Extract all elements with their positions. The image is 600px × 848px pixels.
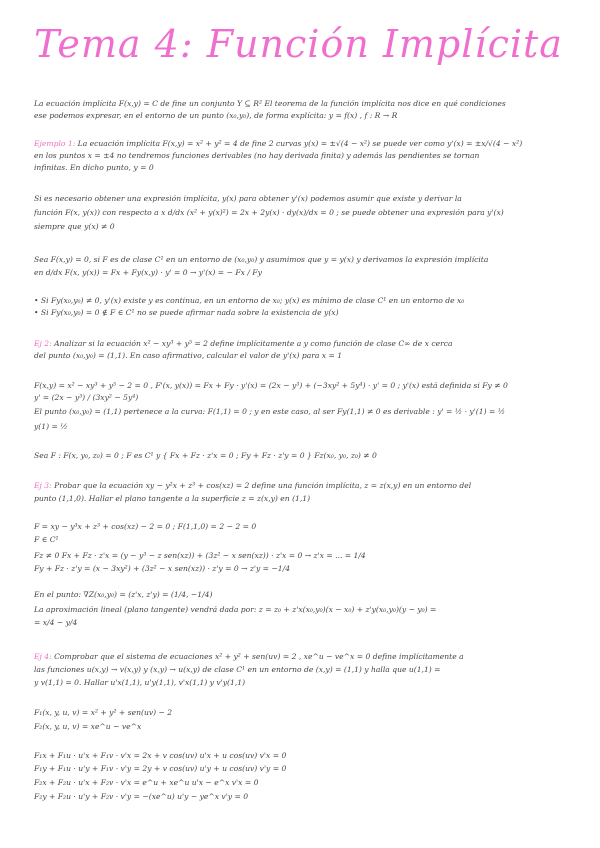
note-line: en d/dx F(x, y(x)) = Fx + Fy(x,y) · y' = 0 → y'(x) = − Fx / Fy [34, 268, 262, 277]
note-line: F₁(x, y, u, v) = x² + y² + sen(uv) − 2 [34, 708, 173, 717]
note-line: • Si Fy(x₀,y₀) = 0 ∉ F ∈ C¹ no se puede afirmar nada sobre la existencia de y(x) [34, 308, 339, 317]
example-text: Analizar si la ecuación x² − xy³ + y⁵ = 2 define implícitamente a y como función de clase C∞ de x cerca [51, 339, 453, 348]
note-line: La ecuación implícita F(x,y) = C de fine un conjunto Y ⊆ R² El teorema de la función implícita nos dice en qué condiciones [34, 99, 506, 108]
example-label: Ej 3: [34, 481, 52, 490]
note-line: F(x,y) = x² − xy³ + y⁵ − 2 = 0 , F'(x, y(x)) = Fx + Fy · y'(x) = (2x − y³) + (−3xy² + 5y⁴) · y' = 0 ; y'(x) está definida si Fy ≠ 0 [34, 381, 508, 390]
note-line [34, 338, 574, 349]
note-line: función F(x, y(x)) con respecto a x d/dx (x² + y(x)²) = 2x + 2y(x) · dy(x)/dx = 0 ; se puede obtener una expresión para y'(x) [34, 208, 504, 217]
example-label: Ejemplo 1: [34, 139, 76, 148]
note-line [34, 480, 574, 491]
note-line: F = xy − y³x + z³ + cos(xz) − 2 = 0 ; F(1,1,0) = 2 − 2 = 0 [34, 522, 257, 531]
note-line: punto (1,1,0). Hallar el plano tangente a la superficie z = z(x,y) en (1,1) [34, 494, 311, 503]
note-line: Sea F : F(x, y₀, z₀) = 0 ; F es C¹ y { Fx + Fz · z'x = 0 ; Fy + Fz · z'y = 0 } Fz(x₀, y₀, z₀) ≠ 0 [34, 451, 377, 460]
note-line: infinitas. En dicho punto, y = 0 [34, 163, 154, 172]
note-line: y v(1,1) = 0. Hallar u'x(1,1), u'y(1,1), v'x(1,1) y v'y(1,1) [34, 678, 246, 687]
note-line: F₁x + F₁u · u'x + F₁v · v'x = 2x + v cos(uv) u'x + u cos(uv) v'x = 0 [34, 751, 287, 760]
note-line: Si es necesario obtener una expresión implícita, y(x) para obtener y'(x) podemos asumir que existe y derivar la [34, 194, 462, 203]
note-line: F ∈ C¹ [34, 535, 59, 544]
note-line: del punto (x₀,y₀) = (1,1). En caso afirmativo, calcular el valor de y'(x) para x = 1 [34, 351, 343, 360]
example-text: Comprobar que el sistema de ecuaciones x² + y² + sen(uv) = 2 , xe^u − ve^x = 0 define implícitamente a [51, 652, 464, 661]
note-line: siempre que y(x) ≠ 0 [34, 222, 115, 231]
note-line: = x/4 − y/4 [34, 618, 78, 627]
note-line: • Si Fy(x₀,y₀) ≠ 0, y'(x) existe y es continua, en un entorno de x₀; y(x) es mínimo de clase C¹ en un entorno de x₀ [34, 296, 465, 305]
note-line: El punto (x₀,y₀) = (1,1) pertenece a la curva: F(1,1) = 0 ; y en este caso, al ser Fy(1,1) ≠ 0 es derivable : y' = ½ · y'(1) = ½ [34, 407, 506, 416]
note-line: F₂(x, y, u, v) = xe^u − ve^x [34, 722, 142, 731]
example-text: Probar que la ecuación xy − y²x + z³ + cos(xz) = 2 define una función implícita, z = z(x,y) en un entorno del [51, 481, 472, 490]
note-line: La aproximación lineal (plano tangente) vendrá dada por: z = z₀ + z'x(x₀,y₀)(x − x₀) + z'y(x₀,y₀)(y − y₀) = [34, 605, 437, 614]
note-line: F₁y + F₁u · u'y + F₁v · v'y = 2y + v cos(uv) u'y + u cos(uv) v'y = 0 [34, 764, 287, 773]
note-line: Fz ≠ 0 Fx + Fz · z'x = (y − y³ − z sen(xz)) + (3z² − x sen(xz)) · z'x = 0 → z'x = ... = 1/4 [34, 551, 366, 560]
example-label: Ej 2: [34, 339, 52, 348]
note-line: F₂x + F₂u · u'x + F₂v · v'x = e^u + xe^u u'x − e^x v'x = 0 [34, 778, 259, 787]
note-line: Fy + Fz · z'y = (x − 3xy²) + (3z² − x sen(xz)) · z'y = 0 → z'y = −1/4 [34, 564, 291, 573]
note-line: y' = (2x − y³) / (3xy² − 5y⁴) [34, 393, 139, 402]
page-title: Tema 4: Función Implícita [34, 22, 563, 66]
note-line [34, 138, 574, 149]
note-line: en los puntos x = ±4 no tendremos funciones derivables (no hay derivada finita) y además las pendientes se tornan [34, 151, 480, 160]
example-text: La ecuación implícita F(x,y) = x² + y² = 4 de fine 2 curvas y(x) = ±√(4 − x²) se puede ver como y'(x) = ±x/√(4 − x²) [75, 139, 523, 148]
note-line: y(1) = ½ [34, 422, 68, 431]
note-line: ese podemos expresar, en el entorno de un punto (x₀,y₀), de forma explícita: y = f(x) , f : R → R [34, 111, 398, 120]
note-line: F₂y + F₂u · u'y + F₂v · v'y = −(xe^u) u'y − ye^x v'y = 0 [34, 792, 249, 801]
example-label: Ej 4: [34, 652, 52, 661]
note-line: Sea F(x,y) = 0, si F es de clase C¹ en un entorno de (x₀,y₀) y asumimos que y = y(x) y derivamos la expresión implícita [34, 255, 489, 264]
note-line: En el punto: ∇Z(x₀,y₀) = (z'x, z'y) = (1/4, −1/4) [34, 590, 213, 599]
note-line [34, 651, 574, 662]
note-line: las funciones u(x,y) → v(x,y) y (x,y) → u(x,y) de clase C¹ en un entorno de (x,y) = (1,1) y halla que u(1,1) = [34, 665, 441, 674]
